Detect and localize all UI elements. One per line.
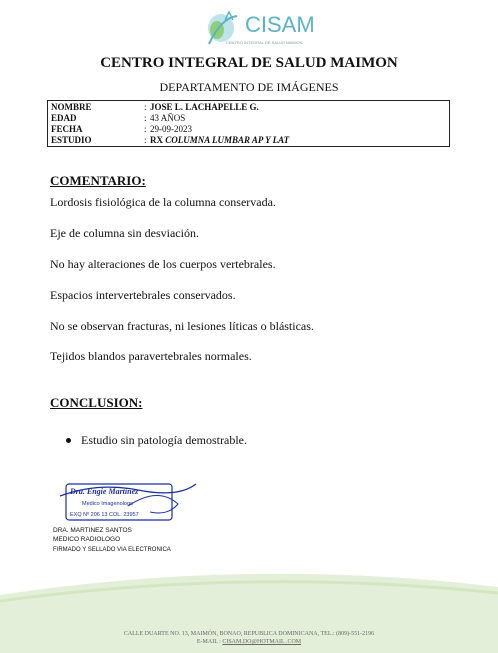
doctor-name: DRA. MARTINEZ SANTOS — [53, 527, 132, 534]
info-separator: : — [144, 102, 147, 112]
doctor-role: MEDICO RADIOLOGO — [53, 536, 121, 543]
footer-email-line — [0, 639, 498, 645]
stamp-license: EXQ Nº 206 13 COL. 23957 — [70, 512, 139, 518]
info-label: FECHA — [51, 124, 83, 134]
stamp-title: Medico Imagenologo — [82, 501, 134, 507]
study-name: COLUMNA LUMBAR AP Y LAT — [165, 135, 290, 145]
conclusion-item: Estudio sin patología demostrable. — [81, 433, 247, 447]
comment-line: No se observan fracturas, ni lesiones líticas o blásticas. — [50, 319, 314, 333]
patient-name: JOSE L. LACHAPELLE G. — [150, 102, 259, 112]
cisam-logo — [203, 8, 323, 52]
patient-info-box — [47, 100, 450, 147]
stamp-name: Dra. Engie Martinez — [70, 487, 139, 496]
comment-line: Eje de columna sin desviación. — [50, 226, 199, 240]
footer-email-label: E-MAIL : — [196, 639, 223, 645]
signature-note: FIRMADO Y SELLADO VIA ELECTRONICA — [53, 547, 171, 553]
patient-age: 43 AÑOS — [150, 113, 186, 123]
bullet-icon — [66, 438, 71, 443]
logo-wordmark: CISAM — [245, 12, 315, 37]
info-label: EDAD — [51, 113, 77, 123]
study-prefix: RX — [150, 135, 163, 145]
info-label: ESTUDIO — [51, 135, 92, 145]
info-separator: : — [144, 113, 147, 123]
comment-line: Tejidos blandos paravertebrales normales. — [50, 349, 252, 363]
comment-line: Lordosis fisiológica de la columna conservada. — [50, 195, 276, 209]
study-type — [150, 135, 289, 145]
page-title: CENTRO INTEGRAL DE SALUD MAIMON — [100, 55, 398, 71]
comment-line: Espacios intervertebrales conservados. — [50, 288, 236, 302]
comment-heading: COMENTARIO: — [50, 173, 146, 188]
conclusion-heading: CONCLUSION: — [50, 395, 143, 410]
info-label: NOMBRE — [51, 102, 92, 112]
department-title: DEPARTAMENTO DE IMÁGENES — [159, 80, 339, 94]
doctor-stamp — [58, 476, 198, 526]
study-date: 29-09-2023 — [150, 124, 192, 134]
info-separator: : — [144, 124, 147, 134]
footer-email-link[interactable]: CISAM.DO@HOTMAIL .COM — [222, 639, 302, 645]
info-separator: : — [144, 135, 147, 145]
footer-address: CALLE DUARTE NO. 13, MAIMÓN, BONAO, REPUBLICA DOMINICANA, TEL.: (809)-551-2196 — [123, 631, 375, 637]
comment-line: No hay alteraciones de los cuerpos vertebrales. — [50, 257, 276, 271]
logo-subtitle: CENTRO INTEGRAL DE SALUD MAIMON — [226, 40, 303, 45]
